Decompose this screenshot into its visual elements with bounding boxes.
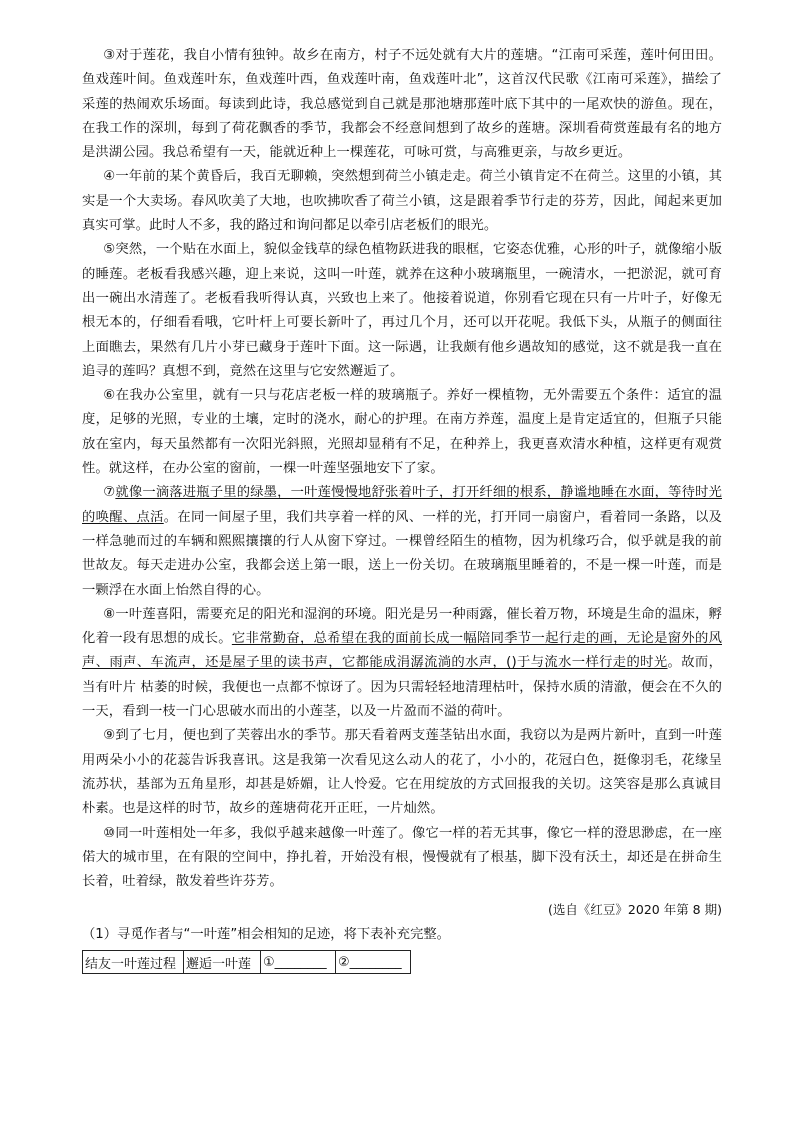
paragraph-9: ⑨到了七月，便也到了芙蓉出水的季节。那天看着两支莲茎钻出水面，我窃以为是两片新叶，直到一叶莲用两朵小小的花蕊告诉我喜讯。这是我第一次看见这么动人的花了，小小的，花冠白色，挺像羽毛，花缘呈流苏状，基部为五角星形，却甚是娇媚，让人怜爱。它在用绽放的方式回报我的关切。这笑容是那么真诚目朴素。也是这样的时节，故乡的莲塘荷花开正旺，一片灿然。	[82, 728, 722, 817]
paragraph-8	[82, 603, 722, 724]
paragraph-7-rest: 。在同一间屋子里，我们共享着一样的风、一样的光，打开同一扇窗户，看着同一条路，以及一样急驰而过的车辆和熙熙攘攘的行人从窗下穿过。一棵曾经陌生的植物，因为机缘巧合，似乎就是我的前世故友。每天走进办公室，我都会送上第一眼，送上一份关切。在玻璃瓶里睡着的，不是一棵一叶莲，而是一颗浮在水面上怡然自得的心。	[82, 509, 722, 598]
source-citation: (选自《红豆》2020 年第 8 期)	[548, 902, 722, 918]
paragraph-3: ③对于莲花，我自小情有独钟。故乡在南方，村子不远处就有大片的莲塘。“江南可采莲，莲叶何田田。鱼戏莲叶间。鱼戏莲叶东，鱼戏莲叶西，鱼戏莲叶南，鱼戏莲叶北”，这首汉代民歌《江南可采莲》，描绘了采莲的热闹欢乐场面。每读到此诗，我总感觉到自己就是那池塘那莲叶底下其中的一尾欢快的游鱼。现在，在我工作的深圳，每到了荷花飘香的季节，我都会不经意间想到了故乡的莲塘。深圳看荷赏莲最有名的地方是洪湖公园。我总希望有一天，能就近种上一棵莲花，可咏可赏，与高雅更亲，与故乡更近。	[82, 48, 722, 161]
table-cell-process: 结友一叶莲过程	[83, 951, 184, 974]
answer-table	[82, 950, 411, 974]
paragraph-7	[82, 481, 722, 602]
paragraph-7-number: ⑦	[103, 485, 116, 501]
table-row	[83, 951, 411, 974]
table-cell-blank-1[interactable]: ①________	[261, 951, 336, 974]
paragraph-6: ⑥在我办公室里，就有一只与花店老板一样的玻璃瓶子。养好一棵植物，无外需要五个条件：适宜的温度，足够的光照，专业的土壤，定时的浇水，耐心的护理。在南方养莲，温度上是肯定适宜的，但瓶子只能放在室内，每天虽然都有一次阳光斜照，光照却显稍有不足，在种养上，我更喜欢清水种植，这样更有观赏性。就这样，在办公室的窗前，一棵一叶莲坚强地安下了家。	[82, 388, 722, 477]
paragraph-10: ⑩同一叶莲相处一年多，我似乎越来越像一叶莲了。像它一样的若无其事，像它一样的澄思渺虑，在一座偌大的城市里，在有限的空间中，挣扎着，开始没有根，慢慢就有了根基，脚下没有沃土，却还是在拼命生长着，吐着绿，散发着些许芬芳。	[82, 825, 722, 890]
paragraph-8-underlined-sentence: 它非常勤奋，总希望在我的面前长成一幅陪同季节一起行走的画，无论是窗外的风声、雨声、车流声，还是屋子里的读书声，它都能成涓潺流淌的水声，()于与流水一样行走的时光	[82, 631, 722, 671]
table-cell-encounter: 邂逅一叶莲	[184, 951, 261, 974]
paragraph-8-start: ⑧一叶莲喜阳，需要充足的阳光和湿润的环境。阳光是另一种雨露，催长着万物，环境是生命的温床，孵化着一段有思想的成长。	[82, 606, 722, 647]
paragraph-5: ⑤突然，一个贴在水面上，貌似金钱草的绿色植物跃进我的眼框，它姿态优雅，心形的叶子，就像缩小版的睡莲。老板看我感兴趣，迎上来说，这叫一叶莲，就养在这种小玻璃瓶里，一碗清水，一把淤泥，就可育出一碗出水清莲了。老板看我听得认真，兴致也上来了。他接着说道，你别看它现在只有一片叶子，好像无根无本的，仔细看看哦，它叶杆上可要长新叶了，再过几个月，还可以开花呢。我低下头，从瓶子的侧面往上面瞧去，果然有几片小芽已藏身于莲叶下面。这一际遇，让我颇有他乡遇故知的感觉，这不就是我一直在追寻的莲吗？真想不到，竟然在这里与它安然邂逅了。	[82, 242, 722, 379]
paragraph-8-rest: 。故而，当有叶片 枯萎的时候，我便也一点都不惊讶了。因为只需轻轻地清理枯叶，保持水质的清澈，便会在不久的一天，看到一枝一门心思破水而出的小莲茎，以及一片盈而不溢的荷叶。	[82, 655, 722, 720]
document-page	[82, 44, 722, 974]
paragraph-4: ④一年前的某个黄昏后，我百无聊赖，突然想到荷兰小镇走走。荷兰小镇肯定不在荷兰。这里的小镇，其实是一个大卖场。春风吹美了大地，也吹拂吹香了荷兰小镇，这是跟着季节行走的芬芳，因此，闻起来更加真实可掌。此时人不多，我的路过和询问都足以牵引店老板们的眼光。	[82, 169, 722, 234]
table-cell-blank-2[interactable]: ②________	[336, 951, 411, 974]
question-1-prompt: （1）寻觅作者与“一叶莲”相会相知的足迹，将下表补充完整。	[82, 927, 450, 943]
paragraph-7-underlined-sentence: 就像一滴落进瓶子里的绿墨，一叶莲慢慢地舒张着叶子，打开纤细的根系，静谧地睡在水面，等待时光的唤醒、点活	[82, 485, 722, 525]
